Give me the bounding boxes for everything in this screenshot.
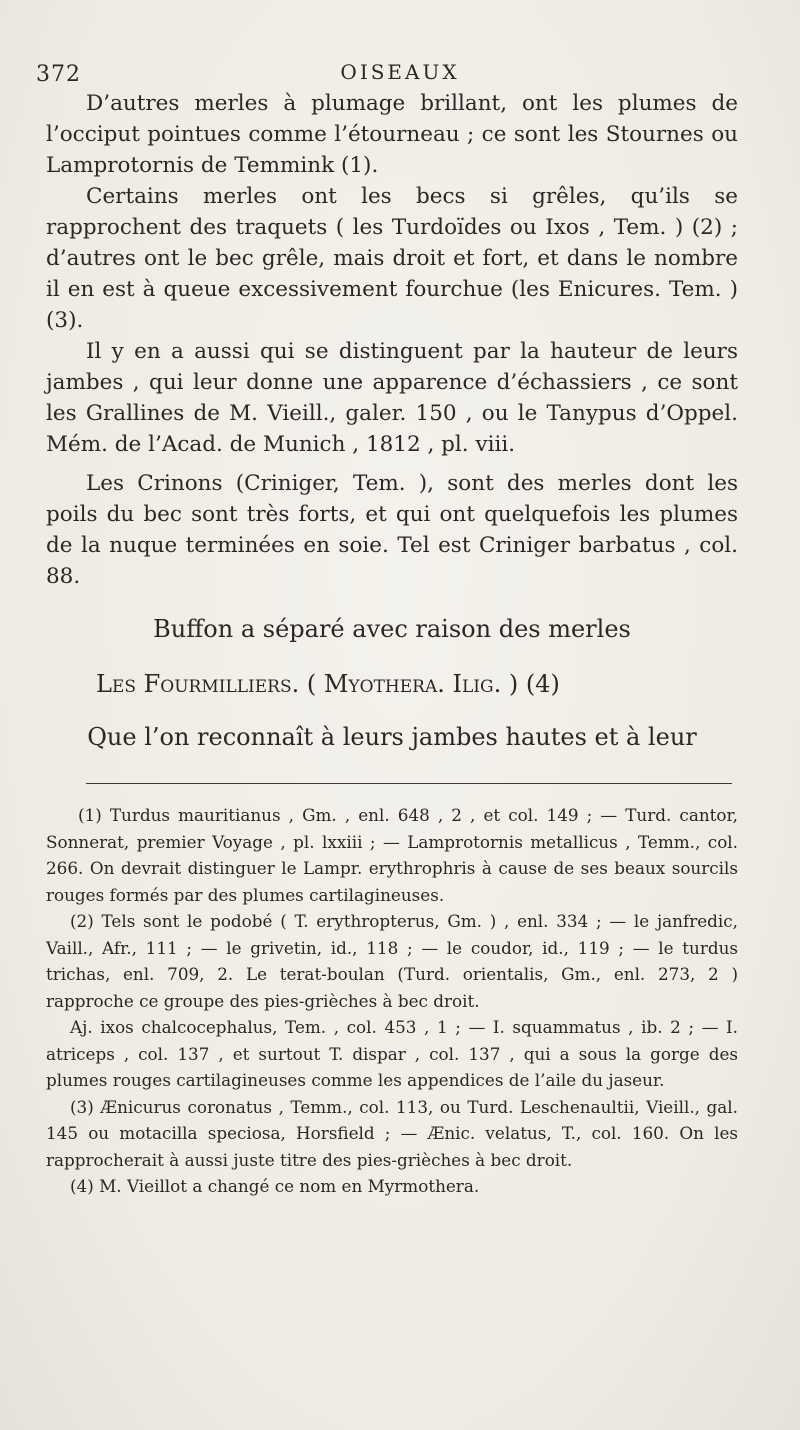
footnote: (2) Tels sont le podobé ( T. erythropterus, Gm. ) , enl. 334 ; — le janfredic, Vaill., Afr., 111 ; — le grivetin, id., 118 ; — le coudor, id., 119 ; — le turdus trichas, enl. 709, 2. Le terat-boulan (Turd. orientalis, Gm., enl. 273, 2 ) rapproche ce groupe des pies-grièches à bec droit. [46, 911, 738, 1011]
footnotes [46, 802, 738, 1200]
paragraph: Buffon a séparé avec raison des merles [153, 615, 631, 643]
paragraph: Certains merles ont les becs si grêles, qu’ils se rapprochent des traquets ( les Turdoïdes ou Ixos , Tem. ) (2) ; d’autres ont le bec grêle, mais droit et fort, et dans le nombre il en est à queue excessivement fourchue (les Enicures. Tem. ) (3). [46, 184, 738, 333]
section-heading: Les Fourmilliers. ( Myothera. Ilig. ) (4) [96, 670, 560, 698]
running-head: OISEAUX [340, 60, 460, 84]
main-text [46, 88, 738, 753]
paragraph: Que l’on reconnaît à leurs jambes hautes et à leur [87, 723, 697, 751]
paragraph: D’autres merles à plumage brillant, ont les plumes de l’occiput pointues comme l’étourneau ; ce sont les Stournes ou Lamprotornis de Temmink (1). [46, 91, 738, 178]
page-number: 372 [36, 62, 81, 87]
footnote-separator [86, 783, 732, 784]
footnote: (3) Ænicurus coronatus , Temm., col. 113, ou Turd. Leschenaultii, Vieill., gal. 145 ou motacilla speciosa, Horsfield ; — Ænic. velatus, T., col. 160. On les rapprocherait à aussi juste titre des pies-grièches à bec droit. [46, 1096, 738, 1170]
paragraph: Les Crinons (Criniger, Tem. ), sont des merles dont les poils du bec sont très forts, et qui ont quelquefois les plumes de la nuque terminées en soie. Tel est Criniger barbatus , col. 88. [46, 471, 738, 589]
footnote: (4) M. Vieillot a changé ce nom en Myrmothera. [70, 1176, 480, 1196]
paragraph: Il y en a aussi qui se distinguent par la hauteur de leurs jambes , qui leur donne une apparence d’échassiers , ce sont les Grallines de M. Vieill., galer. 150 , ou le Tanypus d’Oppel. Mém. de l’Acad. de Munich , 1812 , pl. viii. [46, 339, 738, 457]
footnote: (1) Turdus mauritianus , Gm. , enl. 648 , 2 , et col. 149 ; — Turd. cantor, Sonnerat, premier Voyage , pl. lxxiii ; — Lamprotornis metallicus , Temm., col. 266. On devrait distinguer le Lampr. erythrophris à cause de ses beaux sourcils rouges formés par des plumes cartilagineuses. [46, 805, 738, 905]
footnote: Aj. ixos chalcocephalus, Tem. , col. 453 , 1 ; — I. squammatus , ib. 2 ; — I. atriceps , col. 137 , et surtout T. dispar , col. 137 , qui a sous la gorge des plumes rouges cartilagineuses comme les appendices de l’aile du jaseur. [46, 1017, 738, 1090]
